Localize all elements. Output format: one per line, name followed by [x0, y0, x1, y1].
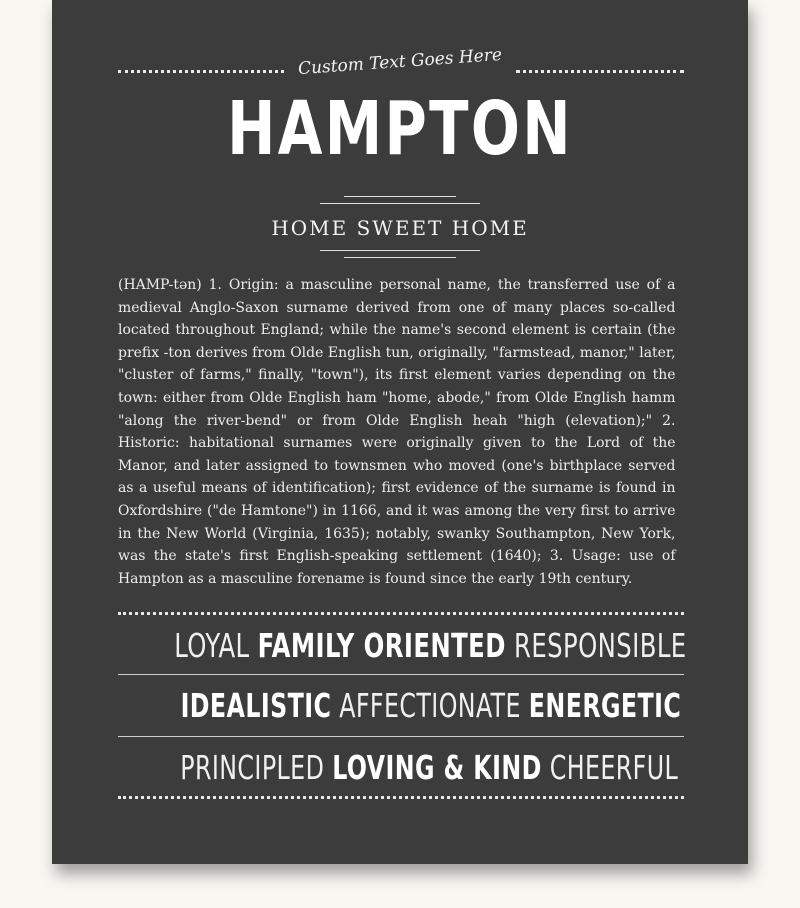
traits-row-3 [118, 748, 686, 787]
trait: LOYAL [174, 626, 250, 665]
trait: RESPONSIBLE [513, 626, 687, 665]
trait: IDEALISTIC [180, 686, 332, 725]
name-poster [52, 0, 748, 864]
dotted-divider-traits-bottom [118, 796, 684, 799]
trait: PRINCIPLED [180, 748, 325, 787]
trait: ENERGETIC [528, 686, 682, 725]
traits-row-1 [118, 626, 686, 665]
poster-name: HAMPTON [227, 86, 573, 172]
traits-divider-2 [118, 736, 684, 737]
trait: FAMILY ORIENTED [257, 626, 506, 665]
dotted-divider-left [118, 70, 284, 73]
tagline: Custom Text Goes Here [297, 44, 503, 80]
traits-row-2 [118, 686, 686, 725]
trait: CHEERFUL [549, 748, 679, 787]
trait: LOVING & KIND [332, 748, 542, 787]
rule-top-2 [320, 203, 480, 204]
rule-bottom-2 [344, 257, 456, 258]
dotted-divider-right [516, 70, 684, 73]
traits-divider-1 [118, 674, 684, 675]
rule-bottom-1 [320, 250, 480, 251]
dotted-divider-traits-top [118, 612, 684, 615]
subtitle: HOME SWEET HOME [271, 216, 529, 240]
trait: AFFECTIONATE [339, 686, 521, 725]
name-definition: (HAMP-tən) 1. Origin: a masculine personal name, the transferred use of a medieval Anglo-Saxon surname derived from one of many places so-called located throughout England; while the name's second element is certain (the prefix -ton derives from Olde English tun, originally, "farmstead, manor," later, "cluster of farms," finally, "town"), its first element varies depending on the town: either from Olde English ham "home, abode," from Olde English hamm "along the river-bend" or from Olde English heah "high (elevation);" 2. Historic: habitational surnames were originally given to the Lord of the Manor, and later assigned to townsmen who moved (one's birthplace served as a useful means of identification); first evidence of the surname is found in Oxfordshire ("de Hamtone") in 1166, and it was among the very first to arrive in the New World (Virginia, 1635); notably, swanky Southampton, New York, was the state's first English-speaking settlement (1640); 3. Usage: use of Hampton as a masculine forename is found since the early 19th century. [118, 277, 676, 587]
rule-top-1 [344, 196, 456, 197]
